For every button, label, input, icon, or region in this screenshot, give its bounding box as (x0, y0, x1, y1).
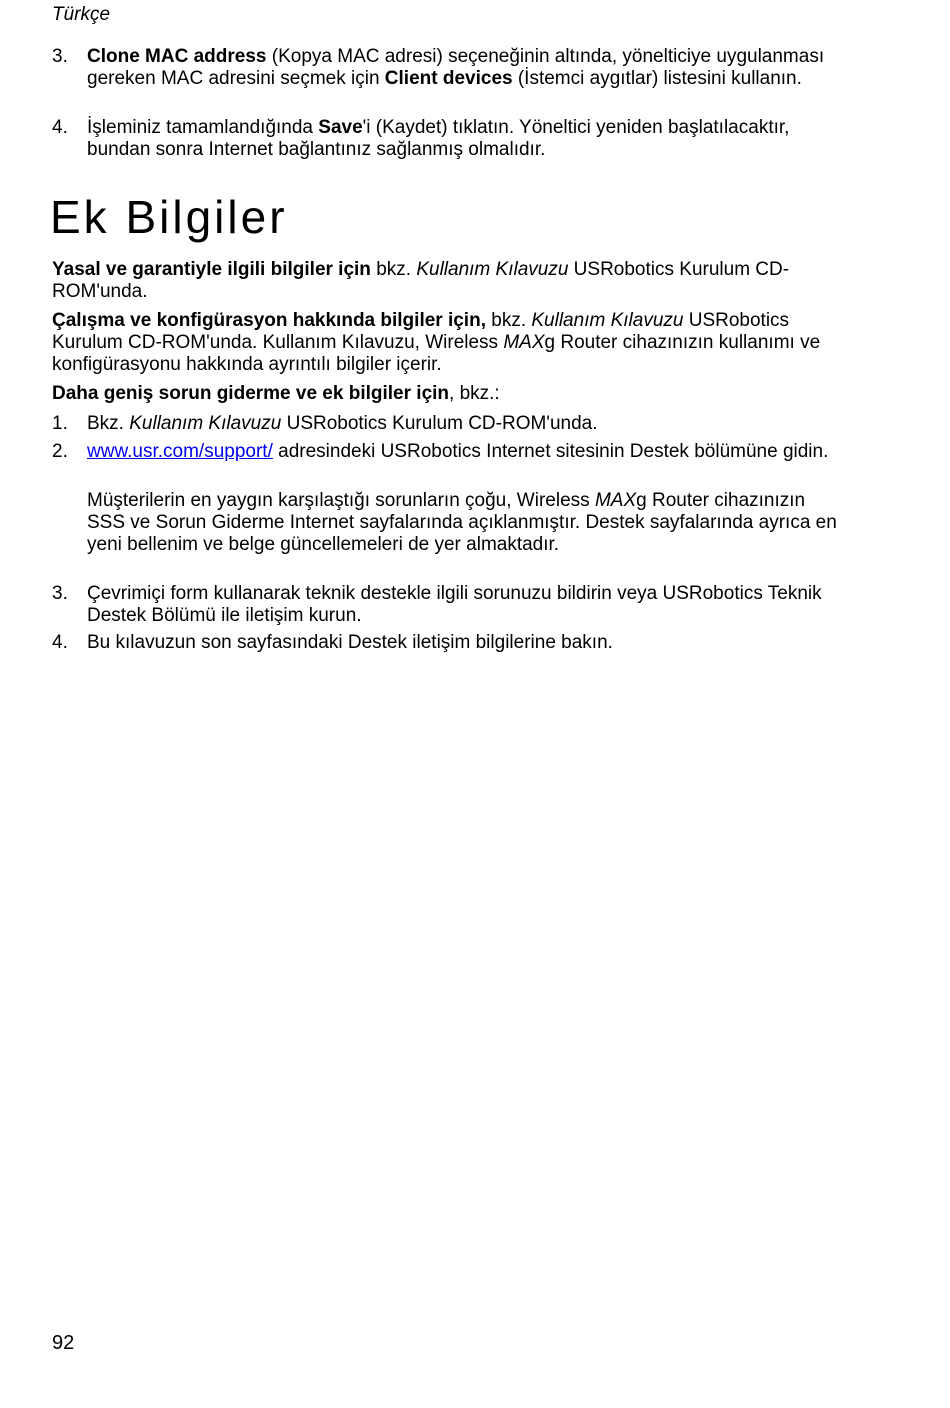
product-max: MAX (503, 332, 545, 353)
list-item (87, 632, 847, 654)
client-devices-term: Client devices (384, 68, 513, 89)
list-text: g Router cihazınızın SSS ve Sorun Giderme Internet sayfalarında açıklanmıştır. Destek sayfalarında ayrıca en yeni bellenim ve belge güncellemeleri de yer almaktadır. (87, 490, 837, 555)
manual-title: Kullanım Kılavuzu (416, 259, 569, 280)
list-text: adresindeki USRobotics Internet sitesinin Destek bölümüne gidin. (272, 441, 829, 462)
manual-title: Kullanım Kılavuzu (531, 310, 684, 331)
list-subparagraph (87, 490, 847, 556)
step-text: (İstemci aygıtlar) listesini kullanın. (512, 68, 802, 89)
list-number: 4. (52, 632, 68, 653)
paragraph-text: USRobotics Kurulum CD-ROM'unda. Kullanım Kılavuzu, Wireless (52, 310, 790, 353)
list-item (87, 413, 847, 435)
config-info-paragraph (52, 310, 852, 376)
list-text: USRobotics Kurulum CD-ROM'unda. (281, 413, 598, 434)
list-item (87, 583, 847, 627)
step-3-text (87, 46, 847, 90)
troubleshooting-paragraph (52, 383, 852, 405)
paragraph-lead: Daha geniş sorun giderme ve ek bilgiler için (52, 383, 450, 404)
step-text: (Kopya MAC adresi) seçeneğinin altında, yönelticiye uygulanması gereken MAC adresini seçmek için (87, 46, 825, 89)
step-4-text (87, 117, 847, 161)
language-label: Türkçe (52, 4, 111, 25)
step-text: İşleminiz tamamlandığında (87, 117, 319, 138)
manual-title: Kullanım Kılavuzu (129, 413, 282, 434)
paragraph-lead: Çalışma ve konfigürasyon hakkında bilgiler için, (52, 310, 486, 331)
list-number: 1. (52, 413, 68, 434)
clone-mac-term: Clone MAC address (87, 46, 267, 67)
step-number: 3. (52, 46, 68, 67)
paragraph-text: USRobotics Kurulum CD-ROM'unda. (52, 259, 790, 302)
support-link[interactable]: www.usr.com/support/ (87, 441, 273, 462)
list-text: Bu kılavuzun son sayfasındaki Destek iletişim bilgilerine bakın. (87, 632, 613, 653)
paragraph-text: , bkz.: (449, 383, 500, 404)
save-term: Save (318, 117, 363, 138)
step-number: 4. (52, 117, 68, 138)
step-text: 'i (Kaydet) tıklatın. Yöneltici yeniden başlatılacaktır, bundan sonra Internet bağlantınız sağlanmış olmalıdır. (87, 117, 790, 160)
list-text: Bkz. (87, 413, 130, 434)
list-item (87, 441, 847, 463)
paragraph-text: g Router cihazınızın kullanımı ve konfigürasyonu hakkında ayrıntılı bilgiler içerir. (52, 332, 821, 375)
list-number: 3. (52, 583, 68, 604)
product-max: MAX (594, 490, 637, 511)
paragraph-text: bkz. (370, 259, 417, 280)
list-text: Çevrimiçi form kullanarak teknik destekle ilgili sorunuzu bildirin veya USRobotics Teknik Destek Bölümü ile iletişim kurun. (87, 583, 822, 626)
page-number: 92 (52, 1332, 75, 1354)
list-number: 2. (52, 441, 68, 462)
section-title: Ek Bilgiler (50, 191, 288, 243)
paragraph-text: bkz. (485, 310, 532, 331)
paragraph-lead: Yasal ve garantiyle ilgili bilgiler için (52, 259, 371, 280)
list-text: Müşterilerin en yaygın karşılaştığı sorunların çoğu, Wireless (87, 490, 595, 511)
legal-info-paragraph (52, 259, 852, 303)
